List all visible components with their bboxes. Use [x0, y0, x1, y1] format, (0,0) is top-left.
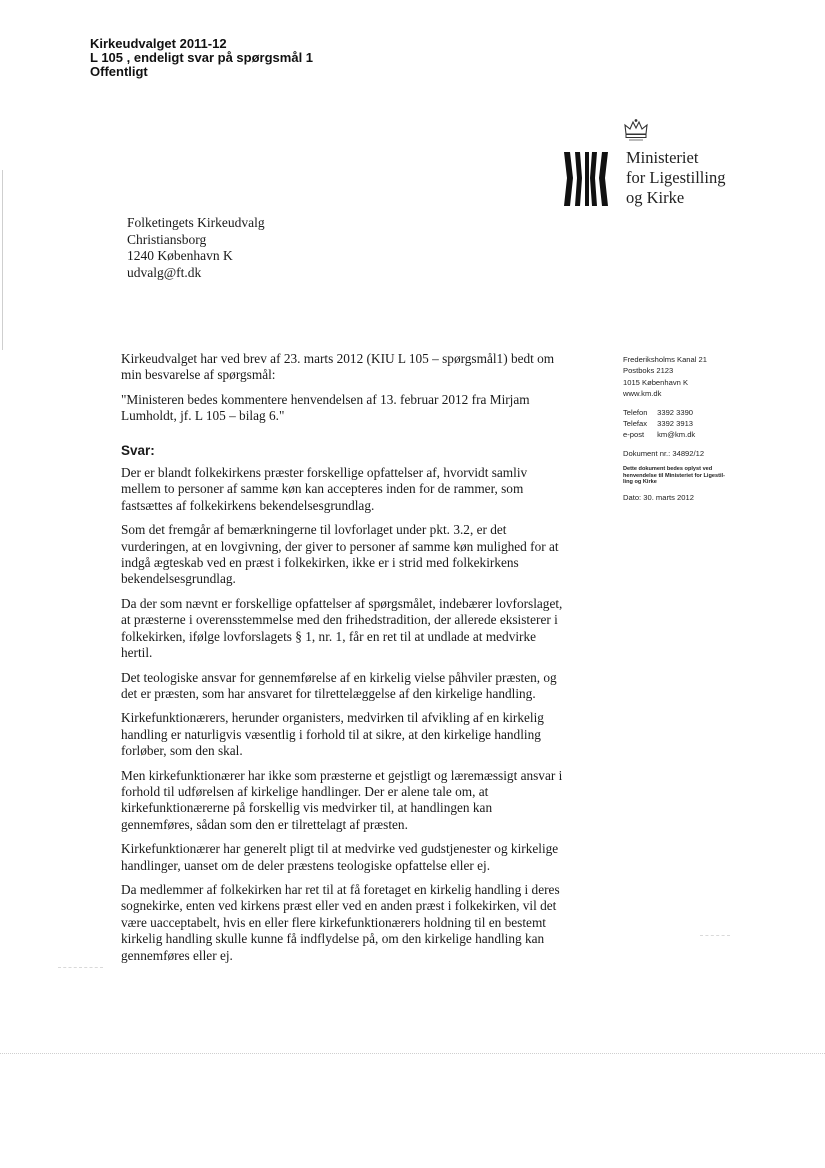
phone-row [623, 407, 773, 418]
crown-icon [623, 118, 649, 142]
ministry-name [626, 148, 725, 208]
reference-note-line: ling og Kirke [623, 479, 657, 486]
header-reference: L 105 , endeligt svar på spørgsmål 1 [90, 50, 314, 65]
recipient-address [127, 215, 265, 281]
fax-row [623, 418, 773, 429]
scan-artifact [700, 935, 730, 936]
phone-label: Telefon [623, 407, 648, 417]
email-label: e-post [623, 430, 645, 440]
phone-value: 3392 3390 [657, 407, 694, 417]
scan-fold-line [0, 1053, 825, 1054]
answer-heading: Svar: [121, 442, 155, 458]
answer-paragraph: Da der som nævnt er forskellige opfattelser af spørgsmålet, indebærer lovforslaget, at præsterne i overensstemmelse med den frihedstradition, der allerede eksisterer i folkekirken, ifølge lovforslagets § 1, nr. 1, får en ret til at undlade at medvirke hertil. [121, 595, 563, 661]
intro-paragraph: Kirkeudvalget har ved brev af 23. marts 2012 (KIU L 105 – spørgsmål1) bedt om min besvarelse af spørgsmål: [121, 351, 555, 383]
answer-paragraph: Men kirkefunktionærer har ikke som præsterne et gejstligt og læremæssigt ansvar i forhold til udførelsen af kirkelige handlinger. Der er alene tale om, at kirkefunktionærerne på forskellig vis medvirker til, at handlingen kan gennemføres, sådan som den er tilrettelagt af præsten. [121, 767, 563, 832]
header-status: Offentligt [90, 64, 148, 79]
recipient-name: Folketingets Kirkeudvalg [127, 215, 265, 230]
email-value: km@km.dk [657, 430, 696, 440]
sender-website: www.km.dk [623, 389, 662, 399]
letter-body [121, 351, 566, 972]
answer-paragraph: Der er blandt folkekirkens præster forskellige opfattelser af, hvorvidt samliv mellem to personer af samme køn kan accepteres inden for de rammer, som fastsættes af folkekirkens bekendelsesgrundlag. [121, 465, 528, 513]
ministry-name-line: og Kirke [626, 188, 685, 207]
fax-value: 3392 3913 [657, 419, 694, 429]
ministry-name-line: for Ligestilling [626, 168, 726, 187]
answer-paragraph: Kirkefunktionærers, herunder organisters, medvirken til afvikling af en kirkelig handling er naturligvis væsentlig i forhold til at sikre, at den kirkelige handling forløber, som den skal. [121, 710, 544, 759]
sender-pobox: Postboks 2123 [623, 366, 674, 376]
reference-note-line: Dette dokument bedes oplyst ved [623, 466, 713, 473]
ministry-name-line: Ministeriet [626, 148, 699, 167]
recipient-city: 1240 København K [127, 248, 233, 263]
ministry-emblem-icon [563, 148, 609, 210]
fax-label: Telefax [623, 419, 648, 429]
sender-info [623, 354, 773, 504]
document-number: Dokument nr.: 34892/12 [623, 448, 705, 458]
letter-date: Dato: 30. marts 2012 [623, 493, 694, 503]
recipient-email: udvalg@ft.dk [127, 264, 202, 280]
sender-city: 1015 København K [623, 377, 689, 387]
scan-artifact [58, 967, 103, 968]
answer-paragraph: Som det fremgår af bemærkningerne til lovforlaget under pkt. 3.2, er det vurderingen, at en lovgivning, der giver to personer af samme køn mulighed for at indgå ægteskab ved en præst i folkekirken, ikke er i strid med folkekirkens bekendelsesgrundlag. [121, 522, 559, 587]
answer-paragraph: Det teologiske ansvar for gennemførelse af en kirkelig vielse påhviler præsten, og det er præsten, som har ansvaret for tilrettelæggelse af den kirkelige handling. [121, 669, 557, 701]
scan-edge-mark [2, 170, 3, 350]
ministry-logo [563, 118, 763, 218]
sender-street: Frederiksholms Kanal 21 [623, 355, 707, 364]
document-header [90, 37, 313, 79]
email-row [623, 429, 773, 440]
answer-paragraph: Da medlemmer af folkekirken har ret til at få foretaget en kirkelig handling i deres sognekirke, enten ved kirkens præst eller ved en anden præst i folkekirken, vil det være uacceptabelt, hvis en eller flere kirkefunktionærers holdning til en bestemt kirkelig handling skulle kunne få indflydelse på, om den kirkelige handling kan gennemføres eller ej. [121, 881, 560, 963]
question-quote: "Ministeren bedes kommentere henvendelsen af 13. februar 2012 fra Mirjam Lumholdt, jf. L 105 – bilag 6." [121, 391, 530, 424]
answer-paragraph: Kirkefunktionærer har generelt pligt til at medvirke ved gudstjenester og kirkelige handlinger, uanset om de deler præstens teologiske opfattelse eller ej. [121, 841, 559, 873]
header-committee: Kirkeudvalget 2011-12 [90, 36, 227, 51]
reference-note-line: henvendelse til Ministeriet for Ligestil- [623, 472, 725, 479]
recipient-building: Christiansborg [127, 231, 207, 247]
